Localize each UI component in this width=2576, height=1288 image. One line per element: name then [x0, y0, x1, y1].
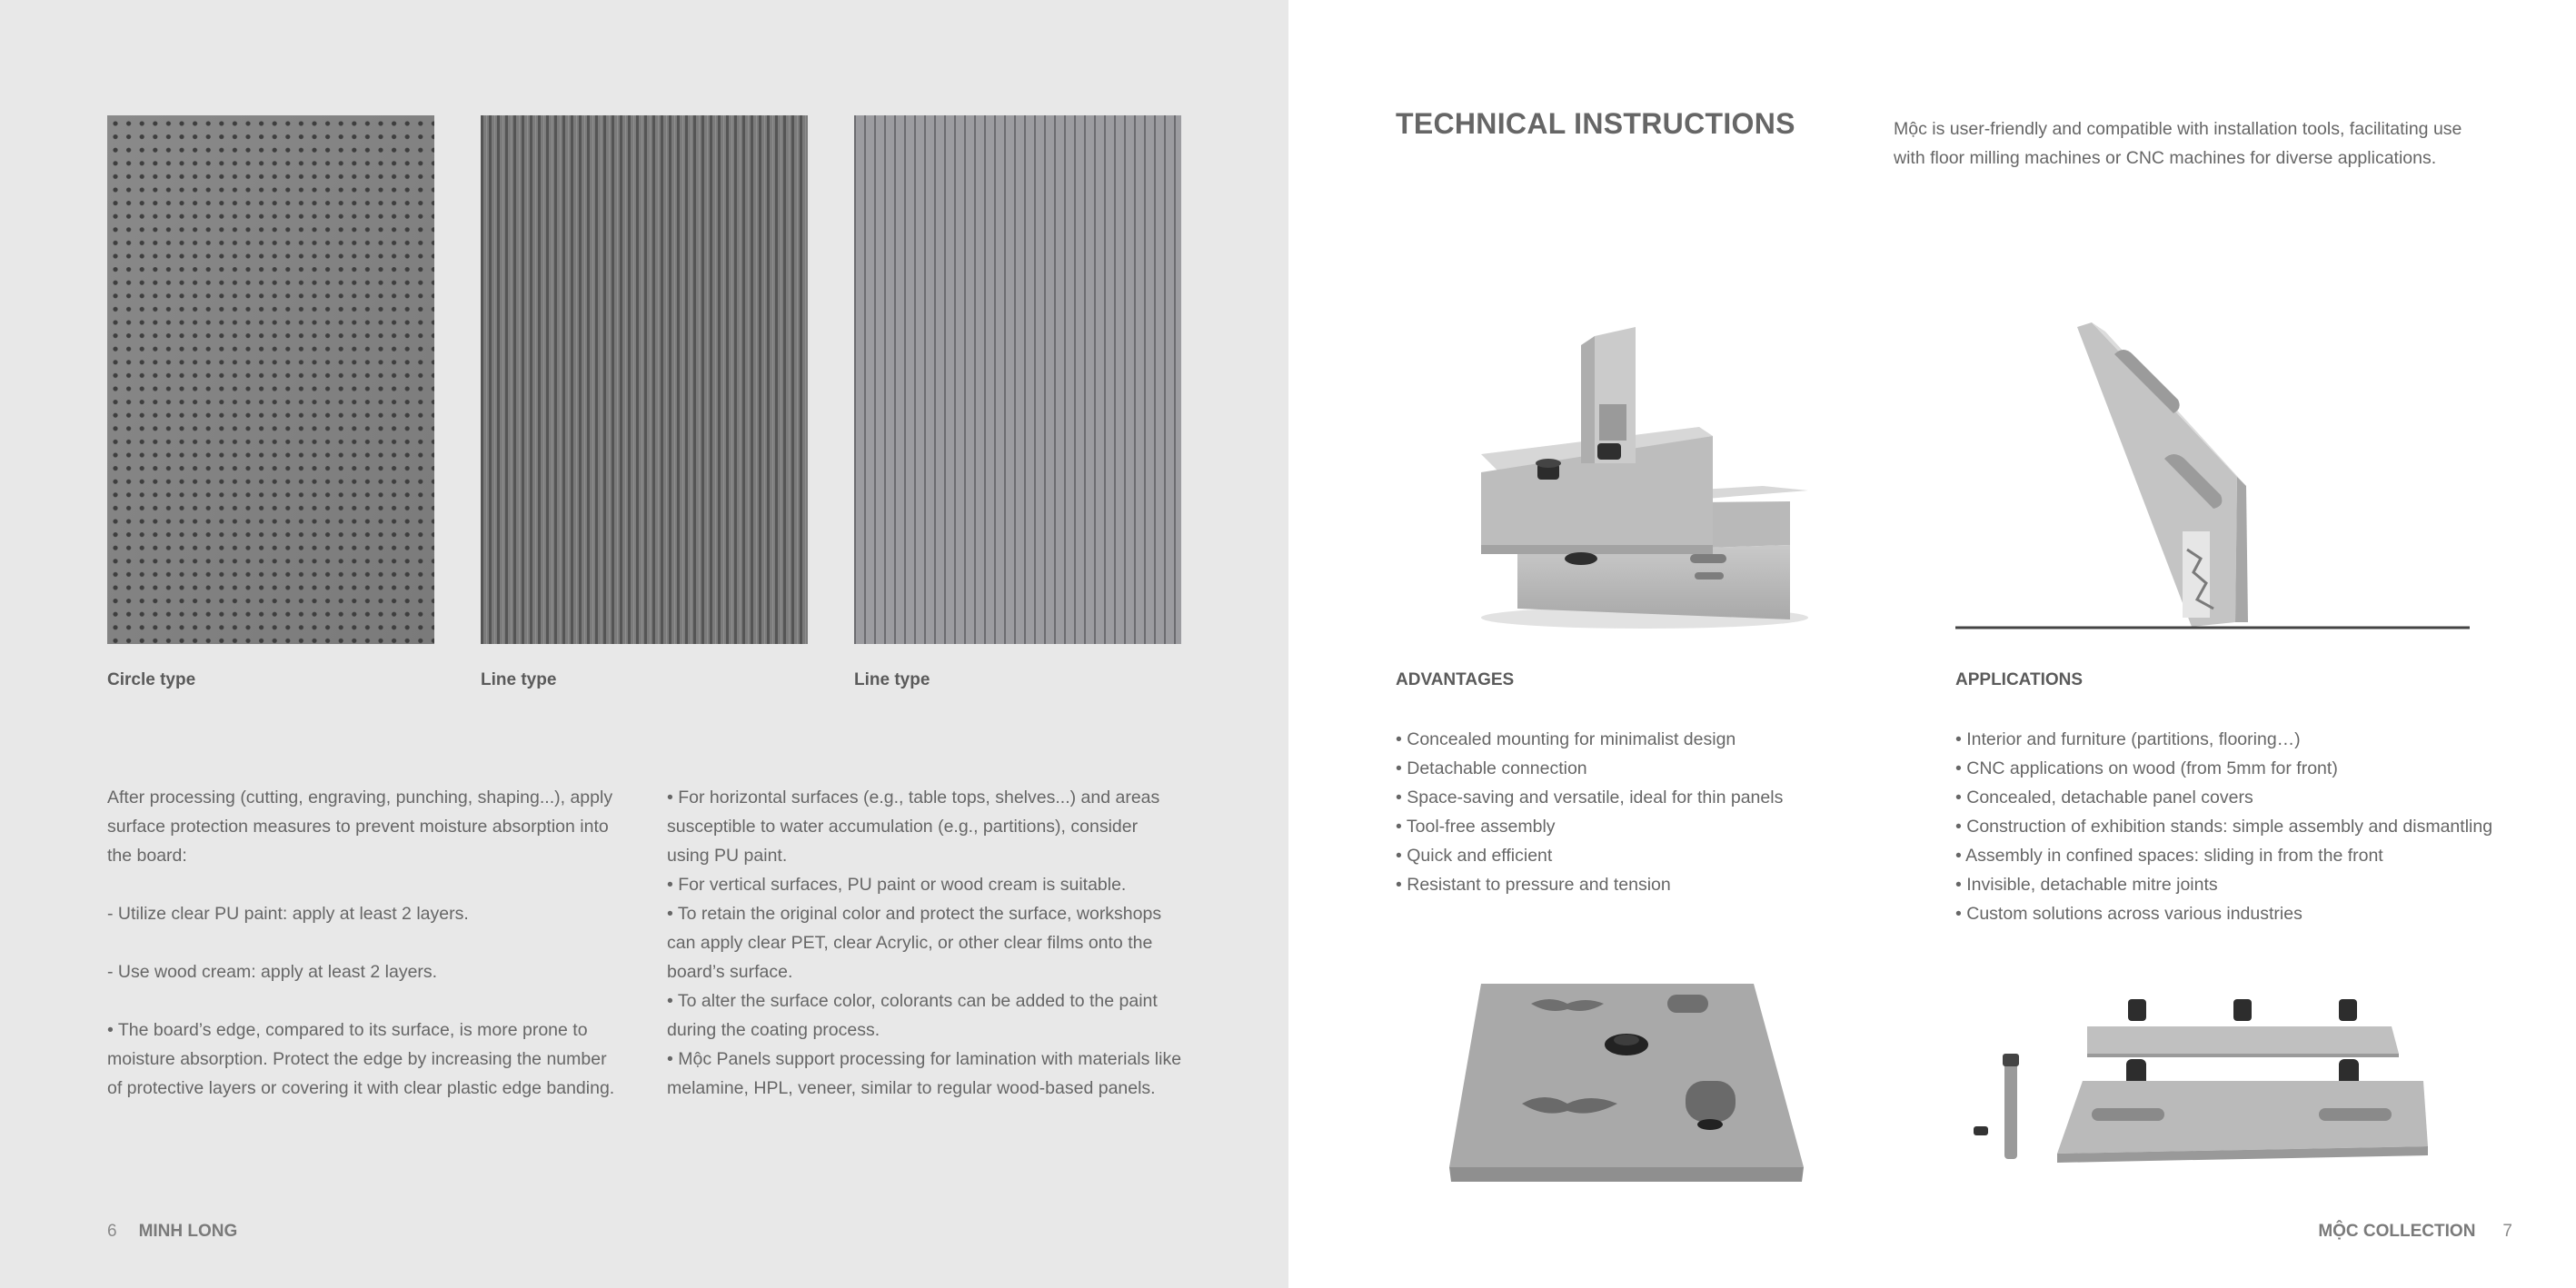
left-folio — [107, 1222, 237, 1242]
connector-assembly-illustration — [1472, 282, 1817, 636]
intro-text: Mộc is user-friendly and compatible with installation tools, facilitating use with floor milling machines or CNC machines for diverse applications. — [1894, 119, 2462, 168]
list-item: • Space-saving and versatile, ideal for thin panels — [1396, 783, 1783, 812]
list-item: • Concealed mounting for minimalist design — [1396, 725, 1783, 754]
list-item: • Construction of exhibition stands: simple assembly and dismantling — [1955, 812, 2492, 841]
surface-paragraph: • For horizontal surfaces (e.g., table tops, shelves...) and areas susceptible to water accumulation (e.g., partitions), consider using PU paint. • For vertical surfaces, PU paint or wood cream is suitable. • To retain the original color and protect the surface, workshops can apply clear PET, clear Acrylic, or other clear films onto the board’s surface. • To alter the surface color, colorants can be added to the paint during the coating process. • Mộc Panels support processing for lamination with materials like melamine, HPL, veneer, similar to regular wood-based panels. — [667, 788, 1182, 1098]
list-item: • CNC applications on wood (from 5mm for front) — [1955, 754, 2492, 783]
swatch-caption-circle: Circle type — [107, 670, 196, 689]
line-type-dark-swatch — [481, 115, 808, 644]
circle-type-swatch — [107, 115, 434, 644]
brand-name: MINH LONG — [138, 1222, 238, 1241]
swatch-caption-line-2: Line type — [854, 670, 930, 689]
mitre-joint-illustration — [1955, 313, 2470, 631]
advantages-title: ADVANTAGES — [1396, 670, 1515, 689]
line-type-light-swatch — [854, 115, 1181, 644]
page-number-right: 7 — [2502, 1222, 2512, 1241]
panel-connector-illustration — [1955, 990, 2446, 1172]
list-item: • Concealed, detachable panel covers — [1955, 783, 2492, 812]
processing-paragraph: After processing (cutting, engraving, punching, shaping...), apply surface protection measures to prevent moisture absorption into the board: - Utilize clear PU paint: apply at least 2 layers. - Use wood cream: apply at least 2 layers. • The board’s edge, compared to its surface, is more prone to moisture absorption. Protect the edge by increasing the number of protective layers or covering it with clear plastic edge banding. — [107, 788, 615, 1098]
applications-list — [1955, 725, 2492, 928]
advantages-list — [1396, 725, 1783, 899]
applications-title: APPLICATIONS — [1955, 670, 2084, 689]
collection-label: MỘC COLLECTION — [2318, 1222, 2476, 1241]
list-item: • Invisible, detachable mitre joints — [1955, 870, 2492, 899]
list-item: • Assembly in confined spaces: sliding in from the front — [1955, 841, 2492, 870]
list-item: • Resistant to pressure and tension — [1396, 870, 1783, 899]
list-item: • Custom solutions across various industries — [1955, 899, 2492, 928]
right-folio — [2318, 1222, 2512, 1242]
keyhole-panel-illustration — [1445, 976, 1808, 1185]
list-item: • Tool-free assembly — [1396, 812, 1783, 841]
swatch-caption-line-1: Line type — [481, 670, 557, 689]
processing-text — [107, 783, 625, 1103]
page-title: TECHNICAL INSTRUCTIONS — [1396, 107, 1795, 140]
list-item: • Quick and efficient — [1396, 841, 1783, 870]
list-item: • Detachable connection — [1396, 754, 1783, 783]
surface-text — [667, 783, 1185, 1103]
list-item: • Interior and furniture (partitions, flooring…) — [1955, 725, 2492, 754]
page-number-left: 6 — [107, 1222, 117, 1241]
